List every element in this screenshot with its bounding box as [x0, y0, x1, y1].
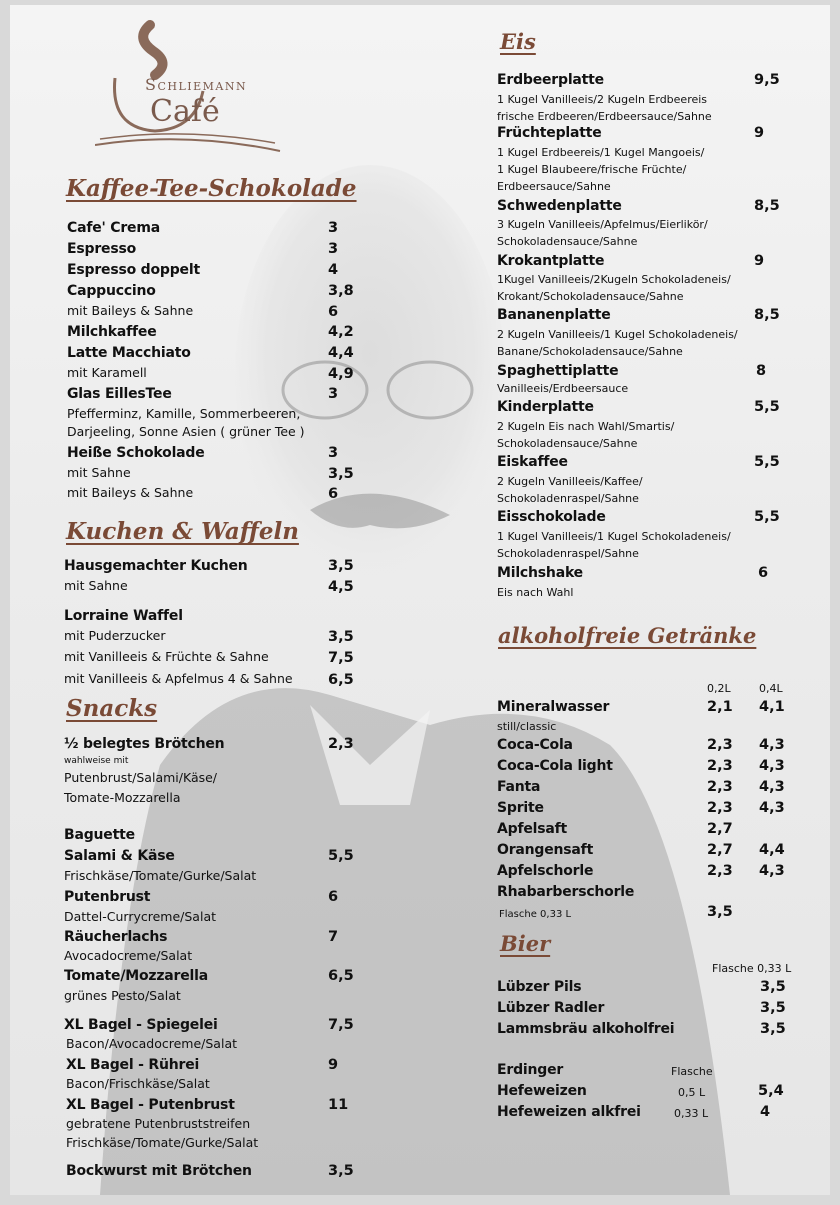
item-price: 7	[328, 929, 339, 945]
logo-subtitle: Café	[150, 94, 220, 129]
drink-name: Coca-Cola light	[497, 758, 613, 774]
item-name: Kinderplatte	[497, 399, 594, 415]
drink-price-large: 4,3	[759, 800, 785, 816]
item-description: Frischkäse/Tomate/Gurke/Salat	[64, 868, 257, 883]
item-description: 1 Kugel Vanilleeis/2 Kugeln Erdbeereis	[497, 93, 708, 106]
item-description: Krokant/Schokoladensauce/Sahne	[497, 290, 684, 303]
item-name: XL Bagel - Putenbrust	[66, 1097, 235, 1113]
item-description: Avocadocreme/Salat	[64, 948, 193, 963]
item-price: 9	[328, 1057, 339, 1073]
beer-name: Lübzer Radler	[497, 1000, 605, 1016]
item-price: 4,9	[328, 366, 354, 382]
drink-price-small: 3,5	[707, 904, 733, 920]
beer-size: 0,33 L	[674, 1107, 709, 1120]
item-price: 6,5	[328, 672, 354, 688]
drink-note: still/classic	[497, 720, 557, 733]
item-price: 6	[758, 565, 769, 581]
drink-price-large: 4,3	[759, 758, 785, 774]
item-price: 3	[328, 386, 339, 402]
item-description: 1 Kugel Blaubeere/frische Früchte/	[497, 163, 687, 176]
logo-title: Schliemann	[145, 75, 248, 94]
item-description: Putenbrust/Salami/Käse/	[64, 770, 218, 785]
item-price: 5,5	[328, 848, 354, 864]
item-price: 6	[328, 304, 339, 320]
item-price: 3,5	[328, 466, 354, 482]
drink-price-small: 2,3	[707, 800, 733, 816]
drink-price-small: 2,3	[707, 758, 733, 774]
item-price: 4,5	[328, 579, 354, 595]
item-name: Eisschokolade	[497, 509, 606, 525]
item-price: 7,5	[328, 650, 354, 666]
item-description: Schokoladensauce/Sahne	[497, 235, 638, 248]
item-name: Cappuccino	[67, 283, 156, 299]
item-name: Heiße Schokolade	[67, 445, 205, 461]
drink-price-large: 4,3	[759, 863, 785, 879]
item-description: Schokoladensauce/Sahne	[497, 437, 638, 450]
item-name: ½ belegtes Brötchen	[64, 736, 225, 752]
beer-size: 0,5 L	[678, 1086, 706, 1099]
item-price: 4,4	[328, 345, 354, 361]
item-variant: mit Puderzucker	[64, 628, 166, 643]
item-price: 8,5	[754, 198, 780, 214]
drink-price-large: 4,3	[759, 737, 785, 753]
section-title-snacks: Snacks	[66, 695, 158, 722]
item-description: Vanilleeis/Erdbeersauce	[497, 382, 629, 395]
drink-price-large: 4,4	[759, 842, 785, 858]
item-variant: mit Vanilleeis & Früchte & Sahne	[64, 649, 269, 664]
item-name: Bananenplatte	[497, 307, 611, 323]
drink-name: Apfelsaft	[497, 821, 568, 837]
item-name: Schwedenplatte	[497, 198, 622, 214]
drink-price-small: 2,1	[707, 699, 733, 715]
item-name: Latte Macchiato	[67, 345, 191, 361]
item-price: 6	[328, 889, 339, 905]
item-description: Eis nach Wahl	[497, 586, 574, 599]
item-variant: mit Karamell	[67, 365, 147, 380]
item-price: 9,5	[754, 72, 780, 88]
item-description: Dattel-Currycreme/Salat	[64, 909, 217, 924]
section-title-alkoholfrei: alkoholfreie Getränke	[498, 623, 757, 648]
item-price: 3,5	[328, 629, 354, 645]
item-price: 7,5	[328, 1017, 354, 1033]
erdinger-bottle-label: Flasche	[671, 1065, 713, 1078]
item-description: Bacon/Frischkäse/Salat	[66, 1076, 210, 1091]
item-description: 2 Kugeln Vanilleeis/1 Kugel Schokoladeneis/	[497, 328, 738, 341]
item-variant: mit Vanilleeis & Apfelmus 4 & Sahne	[64, 671, 293, 686]
item-description: Pfefferminz, Kamille, Sommerbeeren,	[67, 406, 301, 421]
item-price: 3	[328, 220, 339, 236]
item-name: Espresso	[67, 241, 137, 257]
drink-name: Rhabarberschorle	[497, 884, 635, 900]
item-name: Milchshake	[497, 565, 583, 581]
item-name: Spaghettiplatte	[497, 363, 619, 379]
item-price: 6	[328, 486, 339, 502]
item-description: 3 Kugeln Vanilleeis/Apfelmus/Eierlikör/	[497, 218, 708, 231]
item-price: 5,5	[754, 454, 780, 470]
item-name: Früchteplatte	[497, 125, 602, 141]
item-price: 11	[328, 1097, 349, 1113]
item-description: Tomate-Mozzarella	[64, 790, 181, 805]
item-price: 9	[754, 253, 765, 269]
item-name: Baguette	[64, 827, 135, 843]
drink-name: Mineralwasser	[497, 699, 610, 715]
item-name: Hausgemachter Kuchen	[64, 558, 248, 574]
item-name: Krokantplatte	[497, 253, 605, 269]
item-name: XL Bagel - Rührei	[66, 1057, 200, 1073]
item-variant: mit Sahne	[67, 465, 131, 480]
drink-name: Fanta	[497, 779, 541, 795]
item-name: Putenbrust	[64, 889, 151, 905]
beer-name: Hefeweizen alkfrei	[497, 1104, 641, 1120]
beer-name: Lübzer Pils	[497, 979, 582, 995]
item-price: 3,5	[328, 558, 354, 574]
drink-price-small: 2,7	[707, 842, 733, 858]
item-description: frische Erdbeeren/Erdbeersauce/Sahne	[497, 110, 712, 123]
beer-price: 3,5	[760, 979, 786, 995]
item-name: Glas EillesTee	[67, 386, 172, 402]
section-title-kaffee: Kaffee-Tee-Schokolade	[66, 175, 357, 202]
item-price: 3	[328, 445, 339, 461]
item-price: 8	[756, 363, 767, 379]
item-name: Cafe' Crema	[67, 220, 160, 236]
item-price: 3,5	[328, 1163, 354, 1179]
item-description: 2 Kugeln Eis nach Wahl/Smartis/	[497, 420, 675, 433]
item-price: 4	[328, 262, 339, 278]
item-description: 1 Kugel Erdbeereis/1 Kugel Mangoeis/	[497, 146, 705, 159]
item-price: 6,5	[328, 968, 354, 984]
item-name: Salami & Käse	[64, 848, 175, 864]
item-description: Frischkäse/Tomate/Gurke/Salat	[66, 1135, 259, 1150]
item-name: Eiskaffee	[497, 454, 568, 470]
beer-price: 3,5	[760, 1000, 786, 1016]
item-name: Lorraine Waffel	[64, 608, 183, 624]
column-header-0-4l: 0,4L	[759, 682, 783, 695]
item-price: 5,5	[754, 399, 780, 415]
item-variant: mit Baileys & Sahne	[67, 485, 194, 500]
item-description: Bacon/Avocadocreme/Salat	[66, 1036, 238, 1051]
item-price: 5,5	[754, 509, 780, 525]
item-price: 4,2	[328, 324, 354, 340]
item-description: grünes Pesto/Salat	[64, 988, 181, 1003]
item-name: Erdbeerplatte	[497, 72, 604, 88]
item-description: 1 Kugel Vanilleeis/1 Kugel Schokoladeneis/	[497, 530, 731, 543]
brand-name-erdinger: Erdinger	[497, 1062, 564, 1078]
beer-price: 5,4	[758, 1083, 784, 1099]
drink-price-small: 2,3	[707, 779, 733, 795]
drink-price-large: 4,3	[759, 779, 785, 795]
item-variant: mit Sahne	[64, 578, 128, 593]
section-title-eis: Eis	[500, 29, 536, 54]
column-header-0-2l: 0,2L	[707, 682, 731, 695]
item-price: 2,3	[328, 736, 354, 752]
item-name: Räucherlachs	[64, 929, 168, 945]
drink-name: Sprite	[497, 800, 544, 816]
item-name: Bockwurst mit Brötchen	[66, 1163, 252, 1179]
drink-name: Orangensaft	[497, 842, 594, 858]
beer-name: Lammsbräu alkoholfrei	[497, 1021, 675, 1037]
beer-price: 3,5	[760, 1021, 786, 1037]
drink-note: Flasche 0,33 L	[499, 909, 572, 920]
item-note: wahlweise mit	[64, 756, 129, 766]
item-price: 9	[754, 125, 765, 141]
item-name: XL Bagel - Spiegelei	[64, 1017, 218, 1033]
drink-name: Apfelschorle	[497, 863, 594, 879]
item-description: gebratene Putenbruststreifen	[66, 1116, 251, 1131]
menu-page	[10, 5, 830, 1195]
item-description: 1Kugel Vanilleeis/2Kugeln Schokoladeneis/	[497, 273, 731, 286]
beer-price: 4	[760, 1104, 771, 1120]
section-title-bier: Bier	[500, 931, 551, 956]
item-description: Darjeeling, Sonne Asien ( grüner Tee )	[67, 424, 305, 439]
drink-name: Coca-Cola	[497, 737, 573, 753]
item-price: 3	[328, 241, 339, 257]
item-price: 8,5	[754, 307, 780, 323]
drink-price-small: 2,7	[707, 821, 733, 837]
item-description: Banane/Schokoladensauce/Sahne	[497, 345, 683, 358]
item-description: Erdbeersauce/Sahne	[497, 180, 611, 193]
beer-name: Hefeweizen	[497, 1083, 587, 1099]
item-variant: mit Baileys & Sahne	[67, 303, 194, 318]
item-description: 2 Kugeln Vanilleeis/Kaffee/	[497, 475, 643, 488]
drink-price-small: 2,3	[707, 863, 733, 879]
bier-bottle-label: Flasche 0,33 L	[712, 962, 792, 975]
item-price: 3,8	[328, 283, 354, 299]
item-name: Espresso doppelt	[67, 262, 200, 278]
section-title-kuchen: Kuchen & Waffeln	[66, 518, 299, 545]
item-description: Schokoladenraspel/Sahne	[497, 547, 639, 560]
item-name: Milchkaffee	[67, 324, 157, 340]
drink-price-small: 2,3	[707, 737, 733, 753]
drink-price-large: 4,1	[759, 699, 785, 715]
item-description: Schokoladenraspel/Sahne	[497, 492, 639, 505]
item-name: Tomate/Mozzarella	[64, 968, 208, 984]
